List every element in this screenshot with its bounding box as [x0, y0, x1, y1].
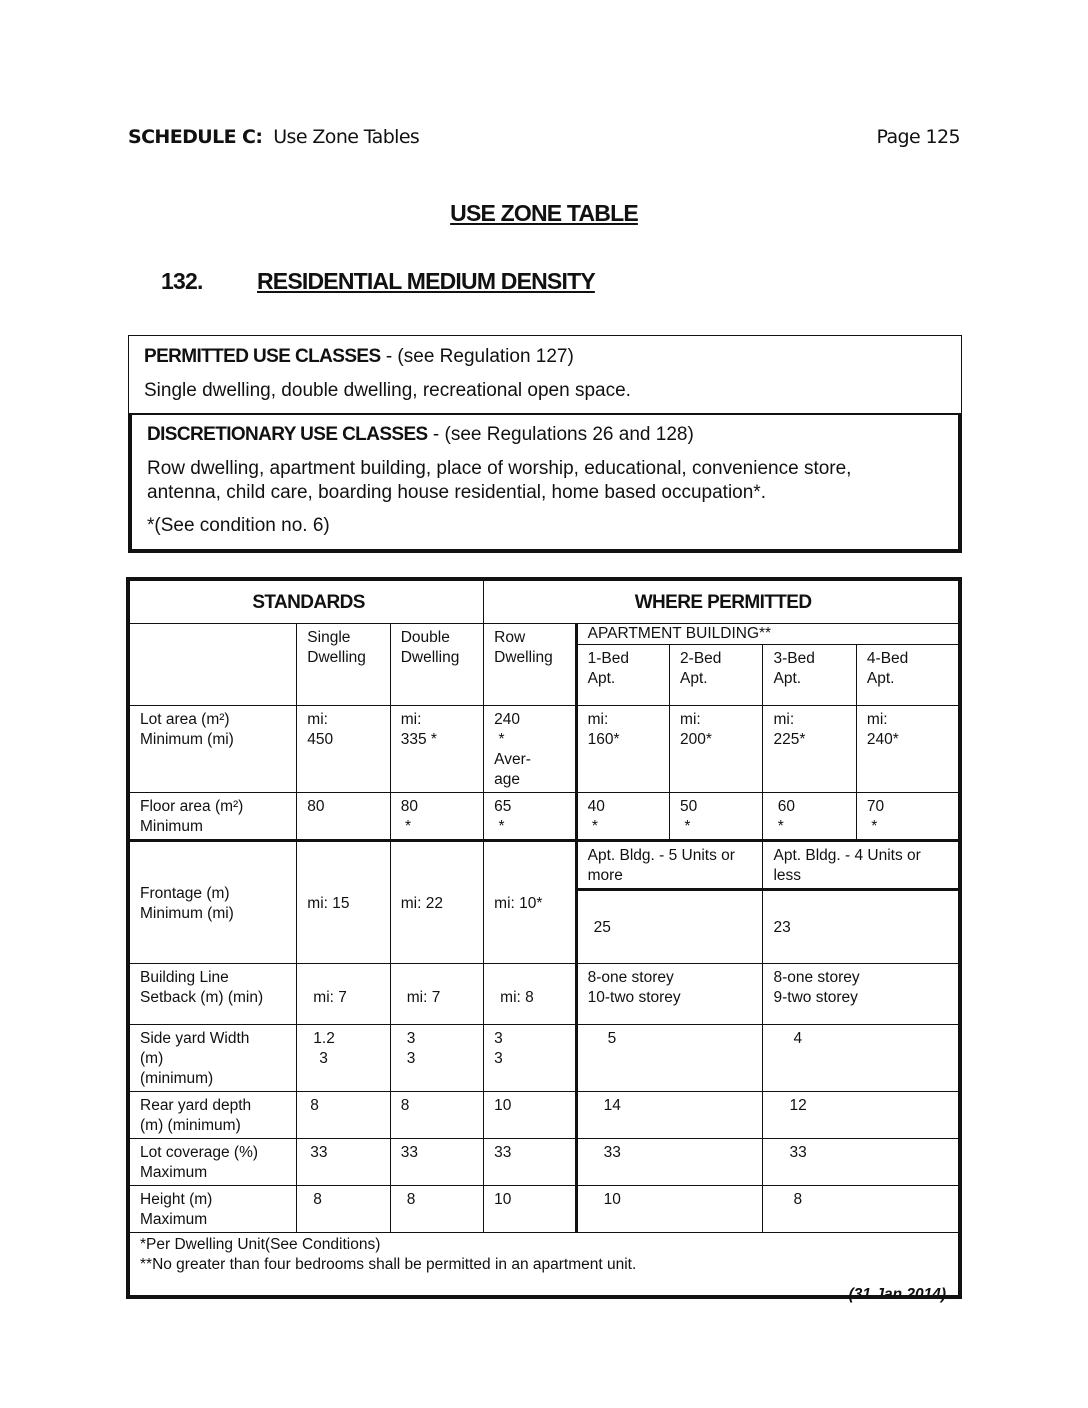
lot-coverage-double: 33 [390, 1139, 483, 1186]
frontage-double: mi: 22 [390, 841, 483, 964]
floor-area-double: 80 * [390, 793, 483, 841]
floor-area-row: 65 * [484, 793, 576, 841]
section-title: RESIDENTIAL MEDIUM DENSITY [257, 268, 595, 294]
apt-5-units-header: Apt. Bldg. - 5 Units or more [576, 841, 763, 890]
lot-coverage-apt-4-units: 33 [763, 1139, 960, 1186]
table-row [128, 706, 960, 793]
setback-label: Building Line Setback (m) (min) [128, 964, 297, 1025]
1-bed-header: 1-Bed Apt. [576, 645, 669, 706]
discretionary-use-box [128, 413, 962, 553]
table-notes [128, 1233, 960, 1298]
side-yard-apt-4-units: 4 [763, 1025, 960, 1092]
lot-coverage-row: 33 [484, 1139, 576, 1186]
standards-header: STANDARDS [128, 579, 484, 624]
lot-coverage-label: Lot coverage (%) Maximum [128, 1139, 297, 1186]
discretionary-line-1: Row dwelling, apartment building, place of worship, educational, convenience store, [147, 458, 852, 479]
2-bed-header: 2-Bed Apt. [670, 645, 763, 706]
rear-yard-row: 10 [484, 1092, 576, 1139]
lot-area-row: 240 * Aver- age [484, 706, 576, 793]
document-title: USE ZONE TABLE [450, 200, 638, 226]
rear-yard-label: Rear yard depth (m) (minimum) [128, 1092, 297, 1139]
height-single: 8 [297, 1186, 390, 1233]
lot-coverage-apt-5-units: 33 [576, 1139, 763, 1186]
schedule-title: Use Zone Tables [273, 126, 420, 148]
rear-yard-single: 8 [297, 1092, 390, 1139]
rear-yard-double: 8 [390, 1092, 483, 1139]
frontage-apt-4-units: 23 [763, 890, 960, 964]
permitted-heading: PERMITTED USE CLASSES - (see Regulation 127) [144, 346, 574, 367]
discretionary-note: *(See condition no. 6) [147, 515, 330, 536]
side-yard-single: 1.2 3 [297, 1025, 390, 1092]
floor-area-single: 80 [297, 793, 390, 841]
setback-apt-5-units: 8-one storey 10-two storey [576, 964, 763, 1025]
single-dwelling-header: Single Dwelling [297, 624, 390, 706]
floor-area-label: Floor area (m²) Minimum [128, 793, 297, 841]
permitted-text: Single dwelling, double dwelling, recreational open space. [144, 380, 631, 401]
side-yard-row: 3 3 [484, 1025, 576, 1092]
frontage-apt-5-units: 25 [576, 890, 763, 964]
standards-table [126, 577, 962, 1299]
frontage-single: mi: 15 [297, 841, 390, 964]
page-header [128, 126, 960, 150]
rear-yard-apt-5-units: 14 [576, 1092, 763, 1139]
side-yard-apt-5-units: 5 [576, 1025, 763, 1092]
setback-row: mi: 8 [484, 964, 576, 1025]
lot-area-single: mi: 450 [297, 706, 390, 793]
lot-coverage-single: 33 [297, 1139, 390, 1186]
double-dwelling-header: Double Dwelling [390, 624, 483, 706]
schedule-heading [128, 126, 419, 148]
row-dwelling-header: Row Dwelling [484, 624, 576, 706]
table-row [128, 793, 960, 841]
page-number: Page 125 [876, 126, 960, 148]
table-row [128, 841, 960, 890]
column-header-row [128, 624, 960, 645]
notes-row [128, 1233, 960, 1298]
height-row: 10 [484, 1186, 576, 1233]
permitted-use-box [128, 335, 962, 413]
table-row [128, 964, 960, 1025]
lot-area-4-bed: mi: 240* [856, 706, 960, 793]
floor-area-1-bed: 40 * [576, 793, 669, 841]
table-row [128, 1186, 960, 1233]
lot-area-label: Lot area (m²) Minimum (mi) [128, 706, 297, 793]
frontage-row: mi: 10* [484, 841, 576, 964]
setback-apt-4-units: 8-one storey 9-two storey [763, 964, 960, 1025]
floor-area-2-bed: 50 * [670, 793, 763, 841]
schedule-label: SCHEDULE C: [128, 126, 263, 148]
discretionary-line-2: antenna, child care, boarding house residential, home based occupation*. [147, 482, 766, 503]
table-row [128, 1139, 960, 1186]
setback-double: mi: 7 [390, 964, 483, 1025]
blank-header-cell [128, 624, 297, 706]
3-bed-header: 3-Bed Apt. [763, 645, 856, 706]
lot-area-2-bed: mi: 200* [670, 706, 763, 793]
lot-area-3-bed: mi: 225* [763, 706, 856, 793]
height-apt-4-units: 8 [763, 1186, 960, 1233]
apt-4-units-header: Apt. Bldg. - 4 Units or less [763, 841, 960, 890]
note-per-dwelling-unit: *Per Dwelling Unit(See Conditions) [140, 1236, 381, 1253]
note-bedroom-limit: **No greater than four bedrooms shall be permitted in an apartment unit. [140, 1256, 637, 1273]
lot-area-1-bed: mi: 160* [576, 706, 669, 793]
height-apt-5-units: 10 [576, 1186, 763, 1233]
setback-single: mi: 7 [297, 964, 390, 1025]
side-yard-label: Side yard Width (m) (minimum) [128, 1025, 297, 1092]
4-bed-header: 4-Bed Apt. [856, 645, 960, 706]
height-double: 8 [390, 1186, 483, 1233]
height-label: Height (m) Maximum [128, 1186, 297, 1233]
discretionary-heading: DISCRETIONARY USE CLASSES - (see Regulations 26 and 128) [147, 424, 694, 445]
apartment-building-header: APARTMENT BUILDING** [576, 624, 960, 645]
floor-area-3-bed: 60 * [763, 793, 856, 841]
lot-area-double: mi: 335 * [390, 706, 483, 793]
floor-area-4-bed: 70 * [856, 793, 960, 841]
table-row [128, 1092, 960, 1139]
rear-yard-apt-4-units: 12 [763, 1092, 960, 1139]
frontage-label: Frontage (m) Minimum (mi) [128, 841, 297, 964]
where-permitted-header: WHERE PERMITTED [484, 579, 960, 624]
table-header-row [128, 579, 960, 624]
side-yard-double: 3 3 [390, 1025, 483, 1092]
section-number: 132. [161, 268, 203, 294]
revision-date: (31 Jan 2014) [848, 1286, 946, 1303]
table-row [128, 1025, 960, 1092]
